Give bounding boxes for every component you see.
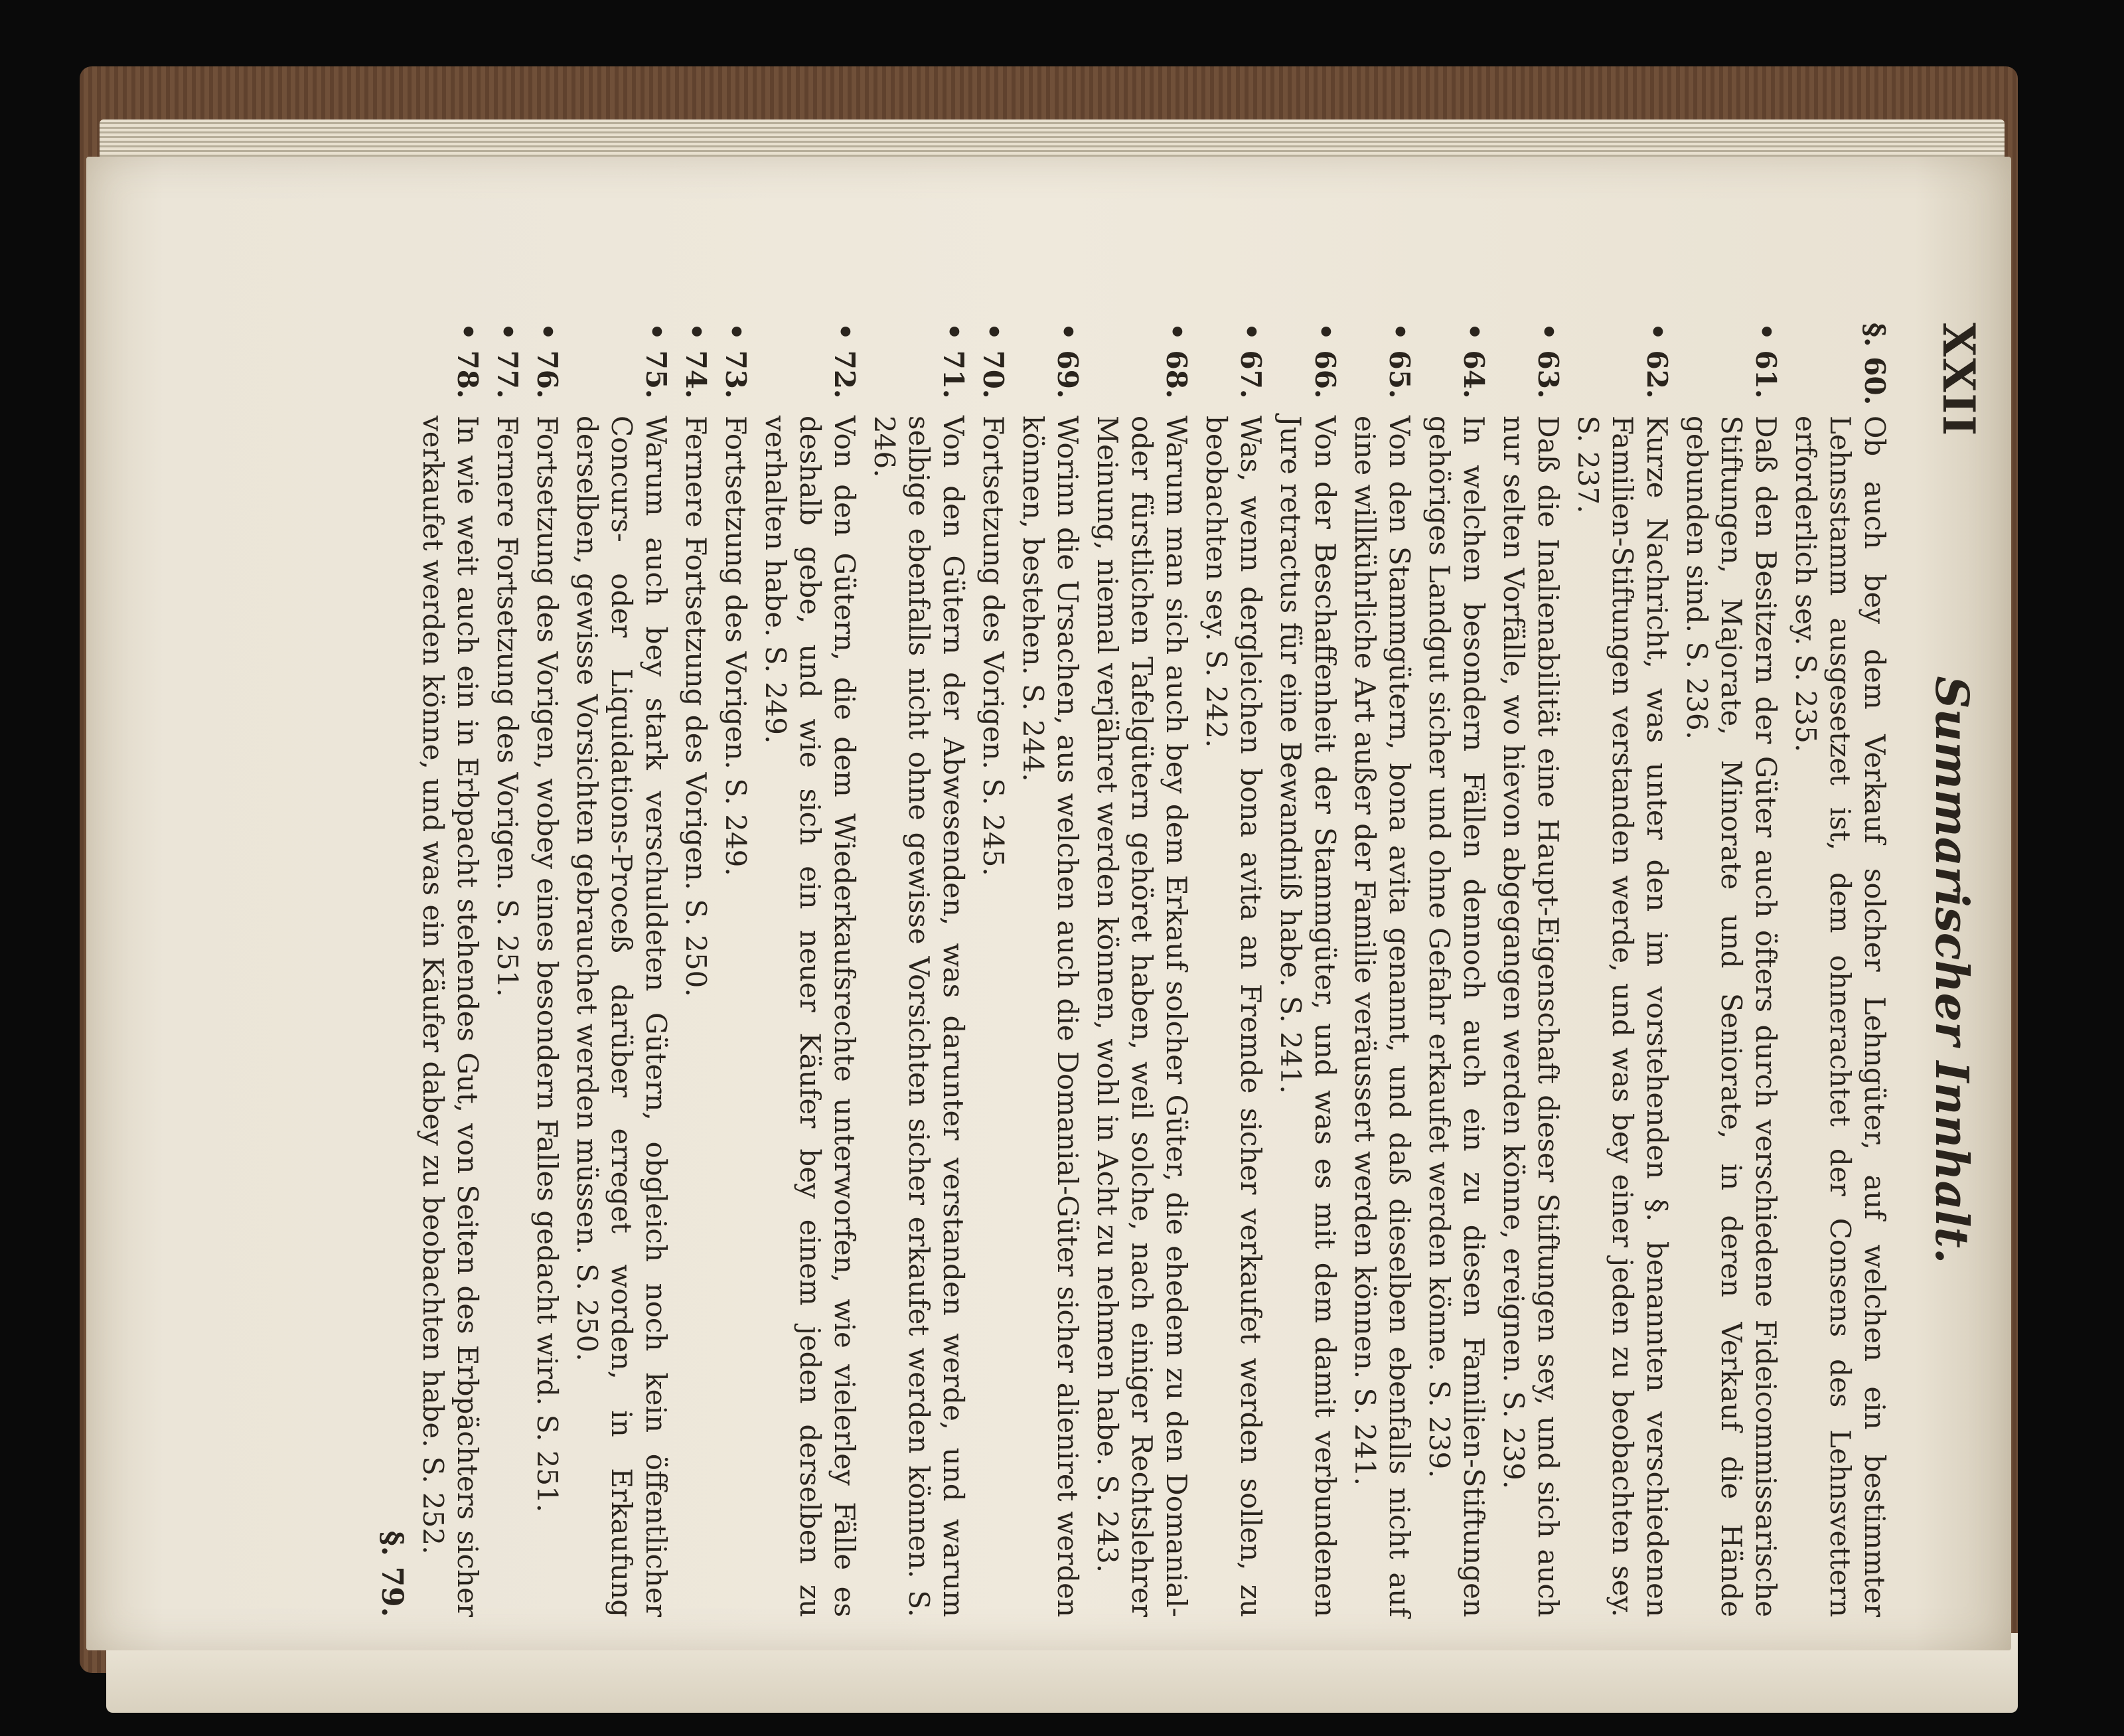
- page-text-block: [375, 323, 1991, 1617]
- list-item: [976, 323, 1010, 1617]
- entry-number: • 72.: [828, 323, 861, 399]
- entry-number: • 68.: [1160, 323, 1193, 399]
- entry-number: • 77.: [491, 323, 524, 399]
- entry-text: Warum man sich auch bey dem Erkauf solcher Güter, die ehedem zu den Domanial- oder fürstlichen Tafelgütern gehöret haben, weil solche, nach einiger Rechtslehrer Meinung, niemal verjähret werden können, wohl in Acht zu nehmen habe. S. 243.: [1091, 416, 1193, 1617]
- list-item: [1422, 323, 1491, 1617]
- list-item: [1016, 323, 1085, 1617]
- entry-text: Daß den Besitzern der Güter auch öfters durch verschiedene Fideicommissarische Stiftungen, Majorate, Minorate und Seniorate, in deren Verkauf die Hände gebunden sind. S. 236.: [1681, 416, 1782, 1617]
- book-page: [86, 157, 2011, 1650]
- entry-text: Worinn die Ursachen, aus welchen auch die Domanial-Güter sicher alieniret werden können, bestehen. S. 244.: [1017, 416, 1084, 1617]
- entry-number: • 64.: [1458, 323, 1490, 399]
- entry-number: • 76.: [531, 323, 564, 399]
- entry-text: Ob auch bey dem Verkauf solcher Lehngüter, auf welchen ein bestimmter Lehnsstamm ausgesetzet ist, dem ohnerachtet der Consens des Lehnsvettern erforderlich sey. S. 235.: [1789, 416, 1891, 1617]
- list-item: [1679, 323, 1783, 1617]
- entry-number: • 74.: [680, 323, 712, 399]
- list-item: [490, 323, 524, 1617]
- entry-number: • 75.: [640, 323, 672, 399]
- entry-text: Fortsetzung des Vorigen. S. 249.: [720, 416, 752, 876]
- entry-number: §. 60.: [1858, 323, 1891, 406]
- list-item: [758, 323, 862, 1617]
- entry-number: • 69.: [1051, 323, 1084, 399]
- list-item: [1788, 323, 1892, 1617]
- entry-number: • 65.: [1383, 323, 1416, 399]
- entry-text: Fortsetzung des Vorigen. S. 245.: [977, 416, 1010, 876]
- entry-number: • 62.: [1641, 323, 1673, 399]
- entry-text: Von den Stammgütern, bona avita genannt, und daß dieselben ebenfalls nicht auf eine willkührliche Art außer der Familie veräussert werden können. S. 241.: [1349, 416, 1416, 1617]
- list-item: [718, 323, 753, 1617]
- entry-number: • 66.: [1309, 323, 1341, 399]
- page-title: Summarischer Innhalt.: [1925, 676, 1978, 1264]
- entry-number: • 61.: [1750, 323, 1782, 399]
- list-item: [1090, 323, 1193, 1617]
- entry-number: • 63.: [1532, 323, 1564, 399]
- entry-text: Von der Beschaffenheit der Stammgüter, und was es mit dem damit verbundenen Jure retractus für eine Bewandniß habe. S. 241.: [1274, 416, 1341, 1617]
- entry-text: In wie weit auch ein in Erbpacht stehendes Gut, von Seiten des Erbpächters sicher verkaufet werden könne, und was ein Käufer dabey zu beobachten habe. S. 252.: [417, 416, 484, 1617]
- entry-number: • 67.: [1235, 323, 1267, 399]
- list-item: [569, 323, 673, 1617]
- entry-text: In welchen besondern Fällen dennoch auch ein zu diesen Familien-Stiftungen gehöriges Landgut sicher und ohne Gefahr erkaufet werden könne. S. 239.: [1423, 416, 1490, 1617]
- entry-text: Von den Gütern, die dem Wiederkaufsrechte unterworfen, wie vielerley Fälle es deshalb gebe, und wie sich ein neuer Käufer bey einem jeden derselben zu verhalten habe. S. 249.: [759, 416, 861, 1617]
- list-item: [416, 323, 485, 1617]
- list-item: [678, 323, 713, 1617]
- catchword: §. 79.: [375, 1530, 409, 1617]
- list-item: [867, 323, 970, 1617]
- entry-text: Was, wenn dergleichen bona avita an Fremde sicher verkaufet werden sollen, zu beobachten sey. S. 242.: [1200, 416, 1267, 1617]
- list-item: [1273, 323, 1342, 1617]
- list-item: [1347, 323, 1416, 1617]
- list-item: [530, 323, 564, 1617]
- entry-text: Fortsetzung des Vorigen, wobey eines besondern Falles gedacht wird. S. 251.: [531, 416, 564, 1513]
- entry-number: • 70.: [977, 323, 1010, 399]
- entry-text: Fernere Fortsetzung des Vorigen. S. 251.: [491, 416, 524, 997]
- list-item: [1496, 323, 1565, 1617]
- running-head: [1892, 323, 1991, 1617]
- entry-number: • 71.: [937, 323, 970, 399]
- entry-text: Daß die Inalienabilität eine Haupt-Eigenschaft dieser Stiftungen sey, und sich auch nur selten Vorfälle, wo hievon abgegangen werden könne, ereignen. S. 239.: [1497, 416, 1564, 1617]
- entry-text: Warum auch bey stark verschuldeten Gütern, obgleich noch kein öffentlicher Concurs- oder Liquidations-Proceß darüber erreget worden, in Erkaufung derselben, gewisse Vorsichten gebrauchet werden müssen. S. 250.: [571, 416, 672, 1617]
- entry-number: • 78.: [451, 323, 484, 399]
- entry-text: Kurze Nachricht, was unter den im vorstehenden §. benannten verschiedenen Familien-Stiftungen verstanden werde, und was bey einer jeden zu beobachten sey. S. 237.: [1572, 416, 1673, 1617]
- entry-text: Fernere Fortsetzung des Vorigen. S. 250.: [680, 416, 712, 997]
- page-number: XXII: [1933, 323, 1985, 437]
- list-item: [1570, 323, 1674, 1617]
- entry-text: Von den Gütern der Abwesenden, was darunter verstanden werde, und warum selbige ebenfalls nicht ohne gewisse Vorsichten sicher erkaufet werden können. S. 246.: [868, 416, 970, 1617]
- entry-number: • 73.: [720, 323, 752, 399]
- list-item: [1199, 323, 1268, 1617]
- entry-list: [416, 323, 1892, 1617]
